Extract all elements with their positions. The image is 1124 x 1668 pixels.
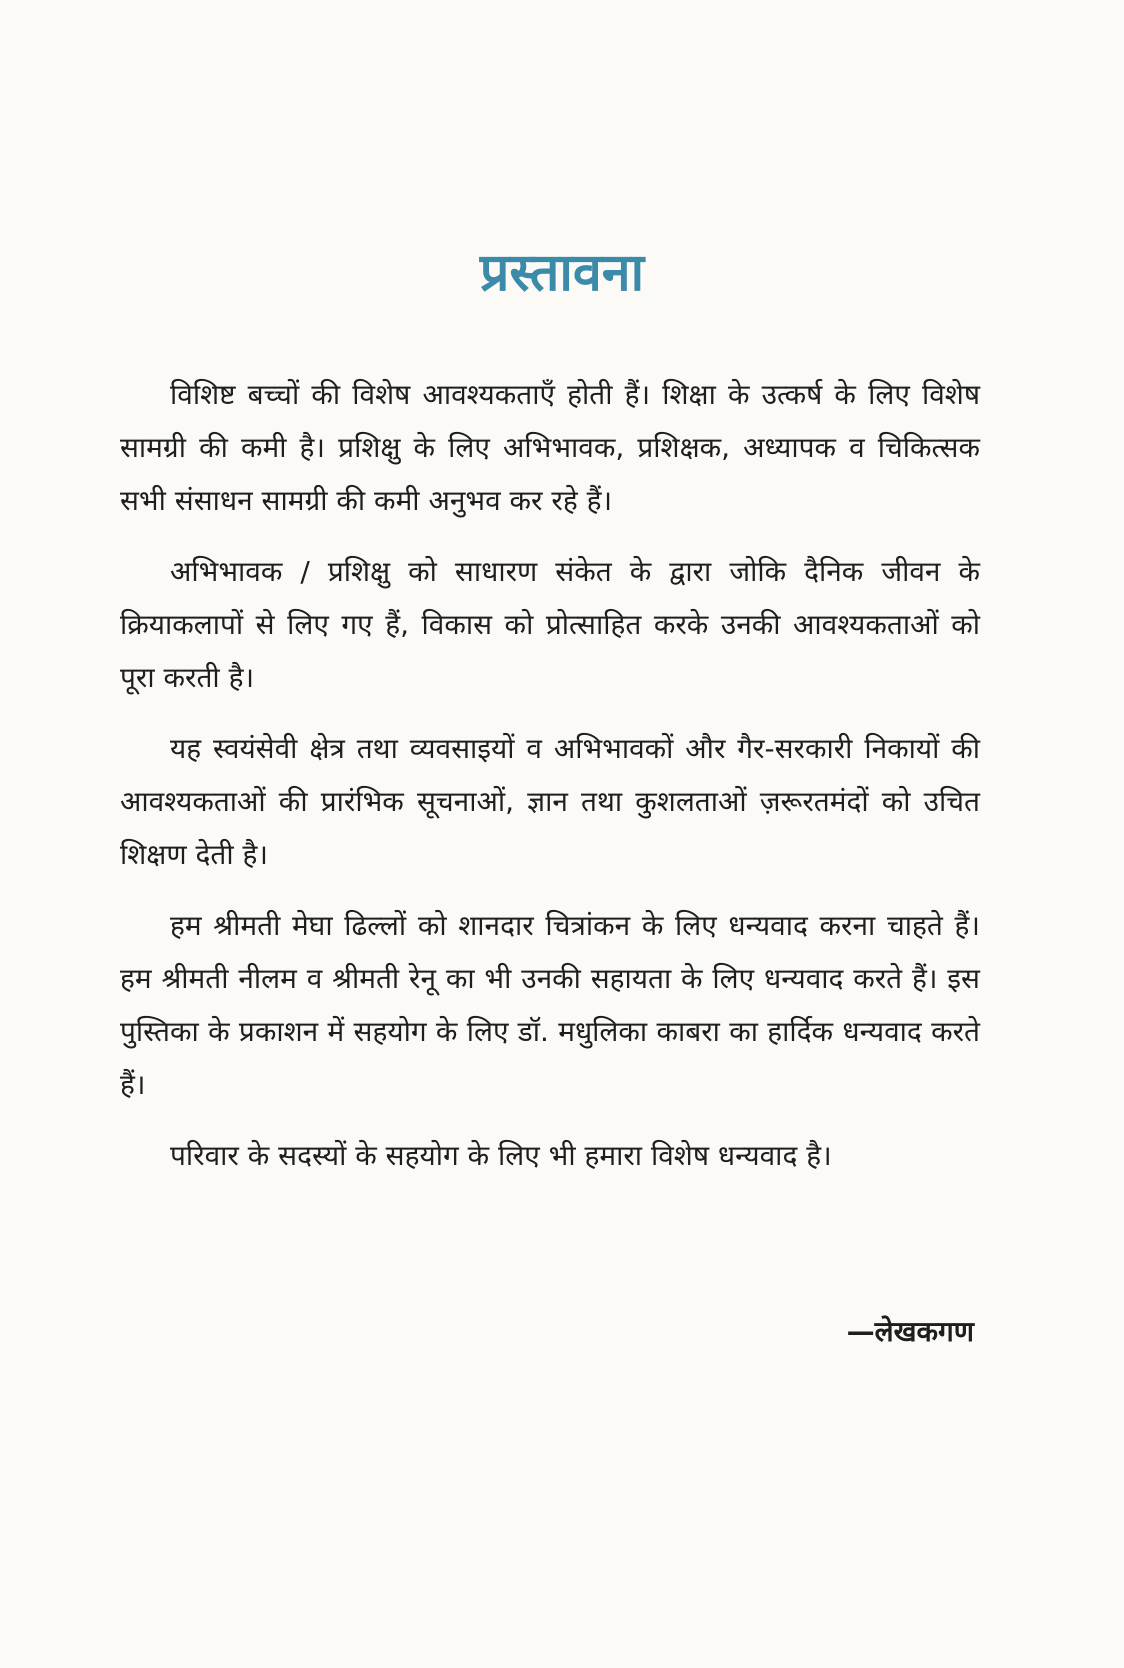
paragraph-1: विशिष्ट बच्चों की विशेष आवश्यकताएँ होती हैं। शिक्षा के उत्कर्ष के लिए विशेष सामग्री की कमी है। प्रशिक्षु के लिए अभिभावक, प्रशिक्षक, अध्यापक व चिकित्सक सभी संसाधन सामग्री की कमी अनुभव कर रहे हैं। [120, 378, 980, 517]
preface-body [120, 368, 980, 1200]
paragraph-4: हम श्रीमती मेघा ढिल्लों को शानदार चित्रांकन के लिए धन्यवाद करना चाहते हैं। हम श्रीमती नीलम व श्रीमती रेनू का भी उनकी सहायता के लिए धन्यवाद करते हैं। इस पुस्तिका के प्रकाशन में सहयोग के लिए डॉ. मधुलिका काबरा का हार्दिक धन्यवाद करते हैं। [120, 909, 980, 1101]
paragraph-2: अभिभावक / प्रशिक्षु को साधारण संकेत के द्वारा जोकि दैनिक जीवन के क्रियाकलापों से लिए गए हैं, विकास को प्रोत्साहित करके उनकी आवश्यकताओं को पूरा करती है। [120, 555, 980, 694]
author-signature: —लेखकगण [846, 1315, 974, 1348]
paragraph-3: यह स्वयंसेवी क्षेत्र तथा व्यवसाइयों व अभिभावकों और गैर-सरकारी निकायों की आवश्यकताओं की प्रारंभिक सूचनाओं, ज्ञान तथा कुशलताओं ज़रूरतमंदों को उचित शिक्षण देती है। [120, 732, 980, 871]
page-title: प्रस्तावना [479, 243, 645, 303]
paragraph-5: परिवार के सदस्यों के सहयोग के लिए भी हमारा विशेष धन्यवाद है। [170, 1139, 832, 1172]
